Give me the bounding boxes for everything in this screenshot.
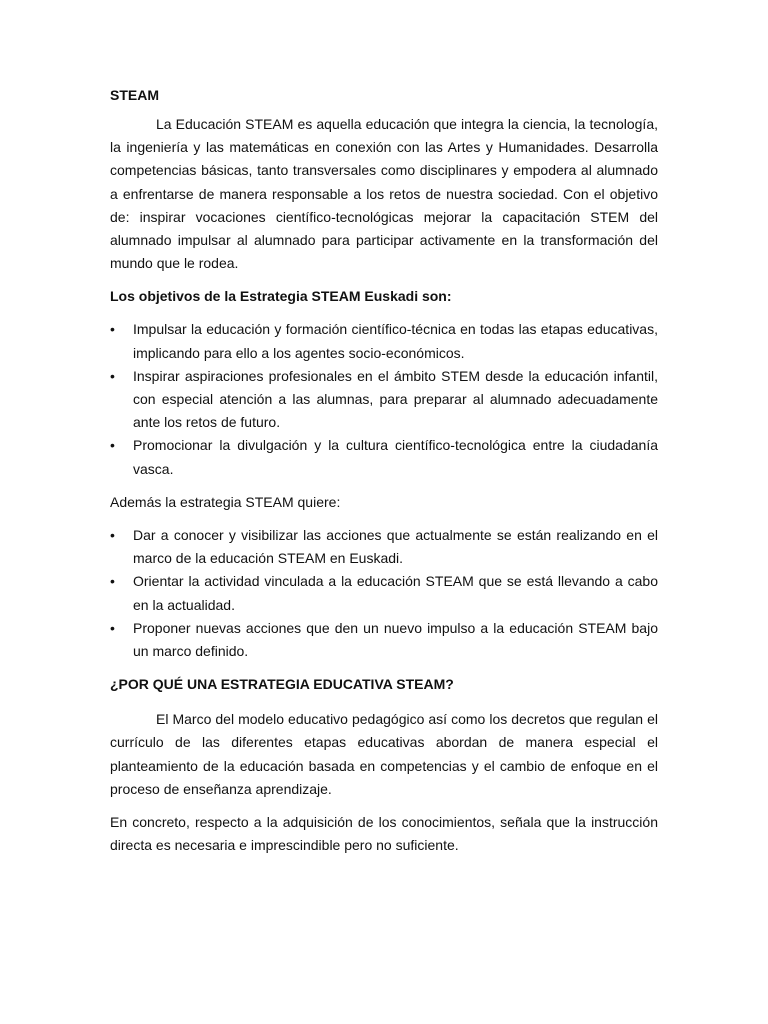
list-item-text: Promocionar la divulgación y la cultura científico-tecnológica entre la ciudadanía vasca. bbox=[133, 437, 658, 477]
bullet-icon: • bbox=[110, 321, 115, 338]
list-item-text: Impulsar la educación y formación científico-técnica en todas las etapas educativas, implicando para ello a los agentes socio-económicos. bbox=[133, 321, 658, 361]
intro-paragraph: La Educación STEAM es aquella educación que integra la ciencia, la tecnología, la ingeniería y las matemáticas en conexión con las Artes y Humanidades. Desarrolla competencias básicas, tanto transversales como disciplinares y empodera al alumnado a enfrentarse de manera responsable a los retos de nuestra sociedad. Con el objetivo de: inspirar vocaciones científico-tecnológicas mejorar la capacitación STEM del alumnado impulsar al alumnado para participar activamente en la transformación del mundo que le rodea. bbox=[110, 116, 658, 272]
concrete-paragraph: En concreto, respecto a la adquisición de los conocimientos, señala que la instrucción directa es necesaria e imprescindible pero no suficiente. bbox=[110, 814, 658, 854]
why-heading: ¿POR QUÉ UNA ESTRATEGIA EDUCATIVA STEAM? bbox=[110, 676, 454, 693]
objectives-heading: Los objetivos de la Estrategia STEAM Euskadi son: bbox=[110, 288, 452, 305]
document-page bbox=[110, 84, 658, 867]
list-item bbox=[110, 617, 658, 663]
also-list bbox=[110, 524, 658, 663]
list-item-text: Inspirar aspiraciones profesionales en el ámbito STEM desde la educación infantil, con especial atención a las alumnas, para preparar al alumnado adecuadamente ante los retos de futuro. bbox=[133, 367, 658, 431]
list-item bbox=[110, 434, 658, 480]
bullet-icon: • bbox=[110, 437, 115, 454]
list-item bbox=[110, 524, 658, 570]
document-title: STEAM bbox=[110, 87, 159, 103]
list-item-text: Dar a conocer y visibilizar las acciones que actualmente se están realizando en el marco de la educación STEAM en Euskadi. bbox=[133, 527, 658, 567]
also-heading: Además la estrategia STEAM quiere: bbox=[110, 493, 341, 510]
list-item bbox=[110, 365, 658, 435]
bullet-icon: • bbox=[110, 367, 115, 384]
list-item-text: Proponer nuevas acciones que den un nuevo impulso a la educación STEAM bajo un marco definido. bbox=[133, 619, 658, 660]
bullet-icon: • bbox=[110, 527, 115, 544]
bullet-icon: • bbox=[110, 619, 115, 636]
objectives-list bbox=[110, 318, 658, 480]
bullet-icon: • bbox=[110, 573, 115, 590]
list-item bbox=[110, 570, 658, 616]
why-paragraph: El Marco del modelo educativo pedagógico así como los decretos que regulan el currículo de las diferentes etapas educativas abordan de manera especial el planteamiento de la educación basada en competencias y el cambio de enfoque en el proceso de enseñanza aprendizaje. bbox=[110, 711, 658, 797]
list-item-text: Orientar la actividad vinculada a la educación STEAM que se está llevando a cabo en la actualidad. bbox=[133, 573, 658, 613]
list-item bbox=[110, 318, 658, 364]
